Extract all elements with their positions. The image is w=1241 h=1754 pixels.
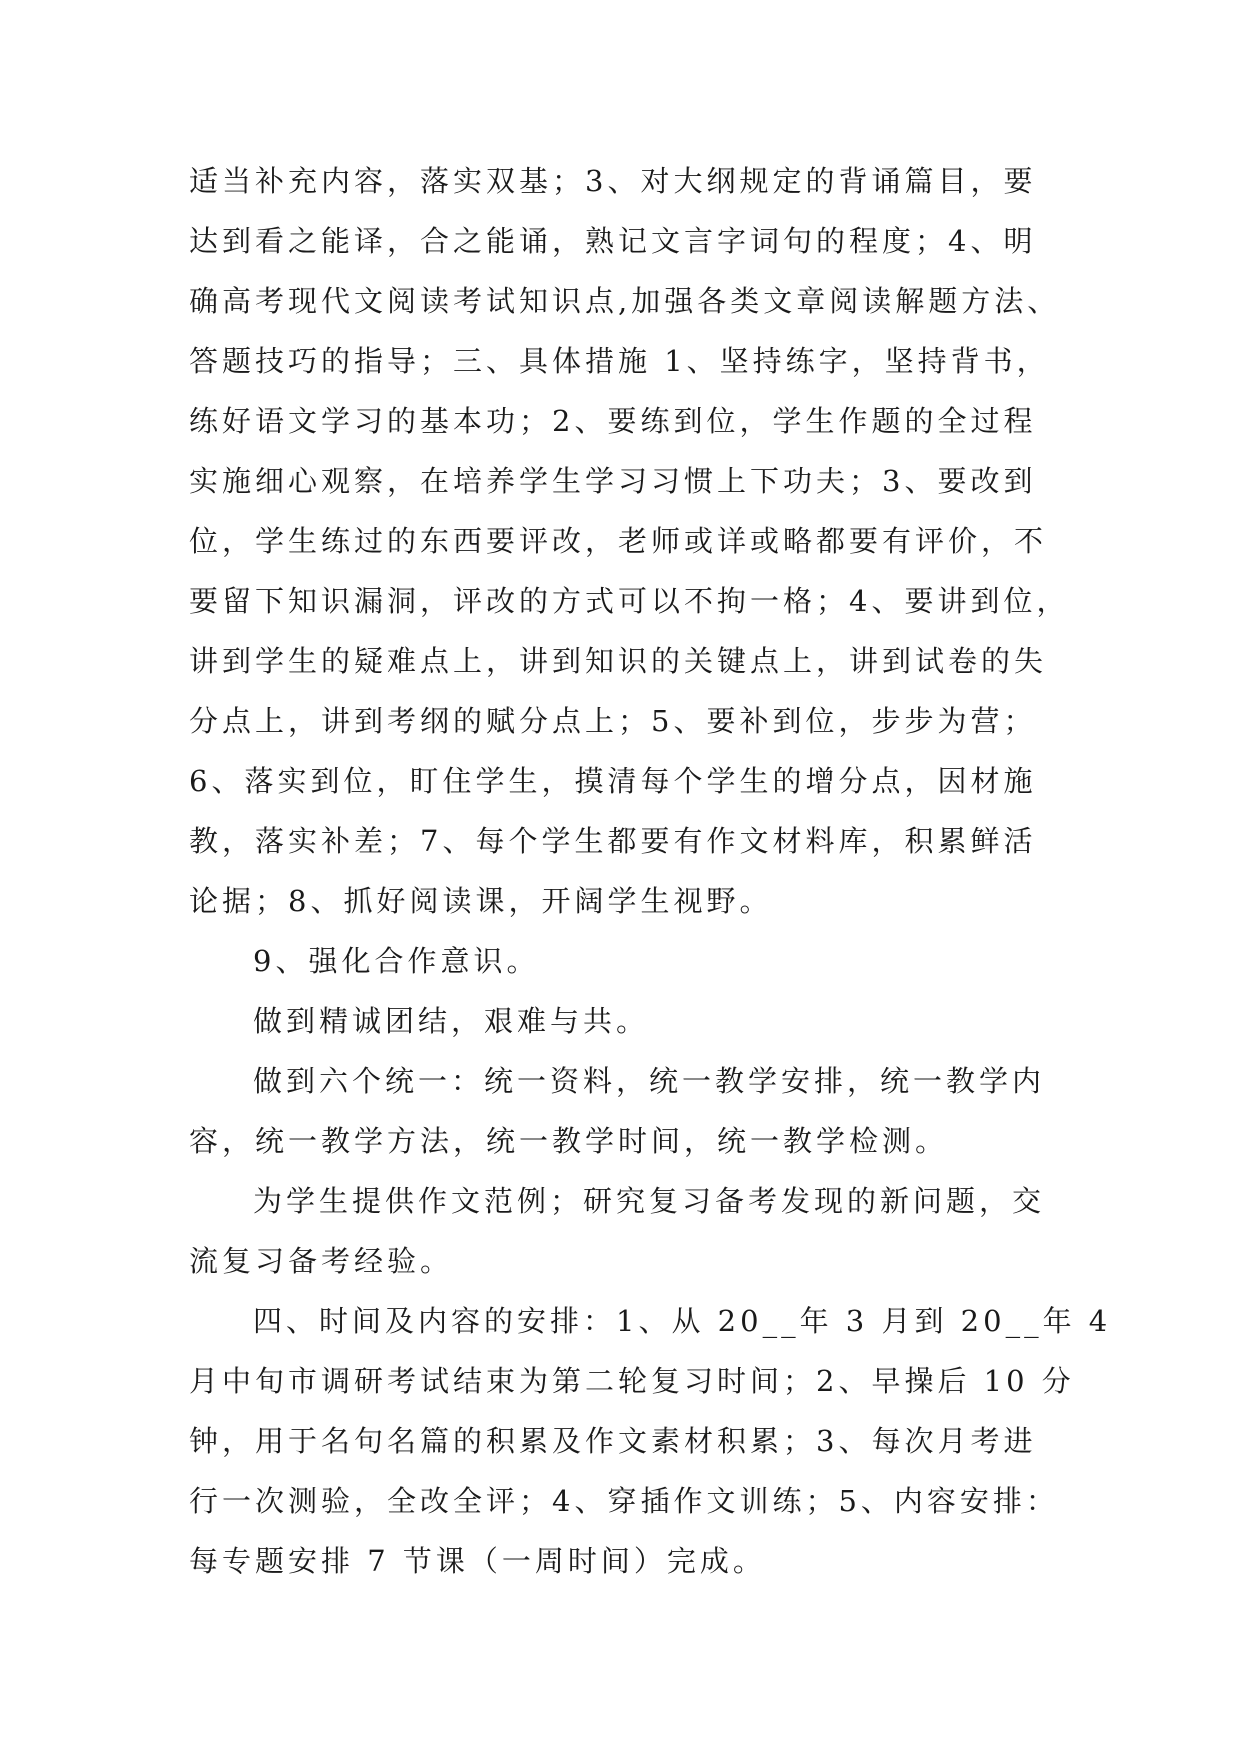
text-line: 适当补充内容，落实双基；3、对大纲规定的背诵篇目，要 [189,164,1037,198]
text-line: 四、时间及内容的安排：1、从 20__年 3 月到 20__年 4 [253,1304,1112,1338]
text-line: 9、强化合作意识。 [253,944,540,978]
text-line: 达到看之能译，合之能诵，熟记文言字词句的程度；4、明 [189,224,1037,258]
text-line: 论据；8、抓好阅读课，开阔学生视野。 [189,884,773,918]
text-line: 教，落实补差；7、每个学生都要有作文材料库，积累鲜活 [189,824,1037,858]
text-line: 位，学生练过的东西要评改，老师或详或略都要有评价，不 [189,524,1048,558]
text-line: 每专题安排 7 节课（一周时间）完成。 [189,1544,766,1578]
text-line: 练好语文学习的基本功；2、要练到位，学生作题的全过程 [189,404,1037,438]
text-line: 做到精诚团结，艰难与共。 [253,1004,650,1038]
text-line: 要留下知识漏洞，评改的方式可以不拘一格；4、要讲到位， [189,584,1070,618]
text-line: 答题技巧的指导；三、具体措施 1、坚持练字，坚持背书， [189,344,1050,378]
text-line: 月中旬市调研考试结束为第二轮复习时间；2、早操后 10 分 [189,1364,1075,1398]
text-line: 实施细心观察，在培养学生学习习惯上下功夫；3、要改到 [189,464,1037,498]
text-line: 讲到学生的疑难点上，讲到知识的关键点上，讲到试卷的失 [189,644,1048,678]
text-line: 6、落实到位，盯住学生，摸清每个学生的增分点，因材施 [189,764,1037,798]
text-line: 为学生提供作文范例；研究复习备考发现的新问题，交 [253,1184,1046,1218]
body-text [189,161,1112,1601]
text-line: 做到六个统一：统一资料，统一教学安排，统一教学内 [253,1064,1046,1098]
text-line: 确高考现代文阅读考试知识点,加强各类文章阅读解题方法、 [189,284,1061,318]
text-line: 流复习备考经验。 [189,1244,454,1278]
text-line: 分点上，讲到考纲的赋分点上；5、要补到位，步步为营； [189,704,1037,738]
text-line: 钟，用于名句名篇的积累及作文素材积累；3、每次月考进 [189,1424,1037,1458]
text-line: 容，统一教学方法，统一教学时间，统一教学检测。 [189,1124,949,1158]
text-line: 行一次测验，全改全评；4、穿插作文训练；5、内容安排： [189,1484,1059,1518]
